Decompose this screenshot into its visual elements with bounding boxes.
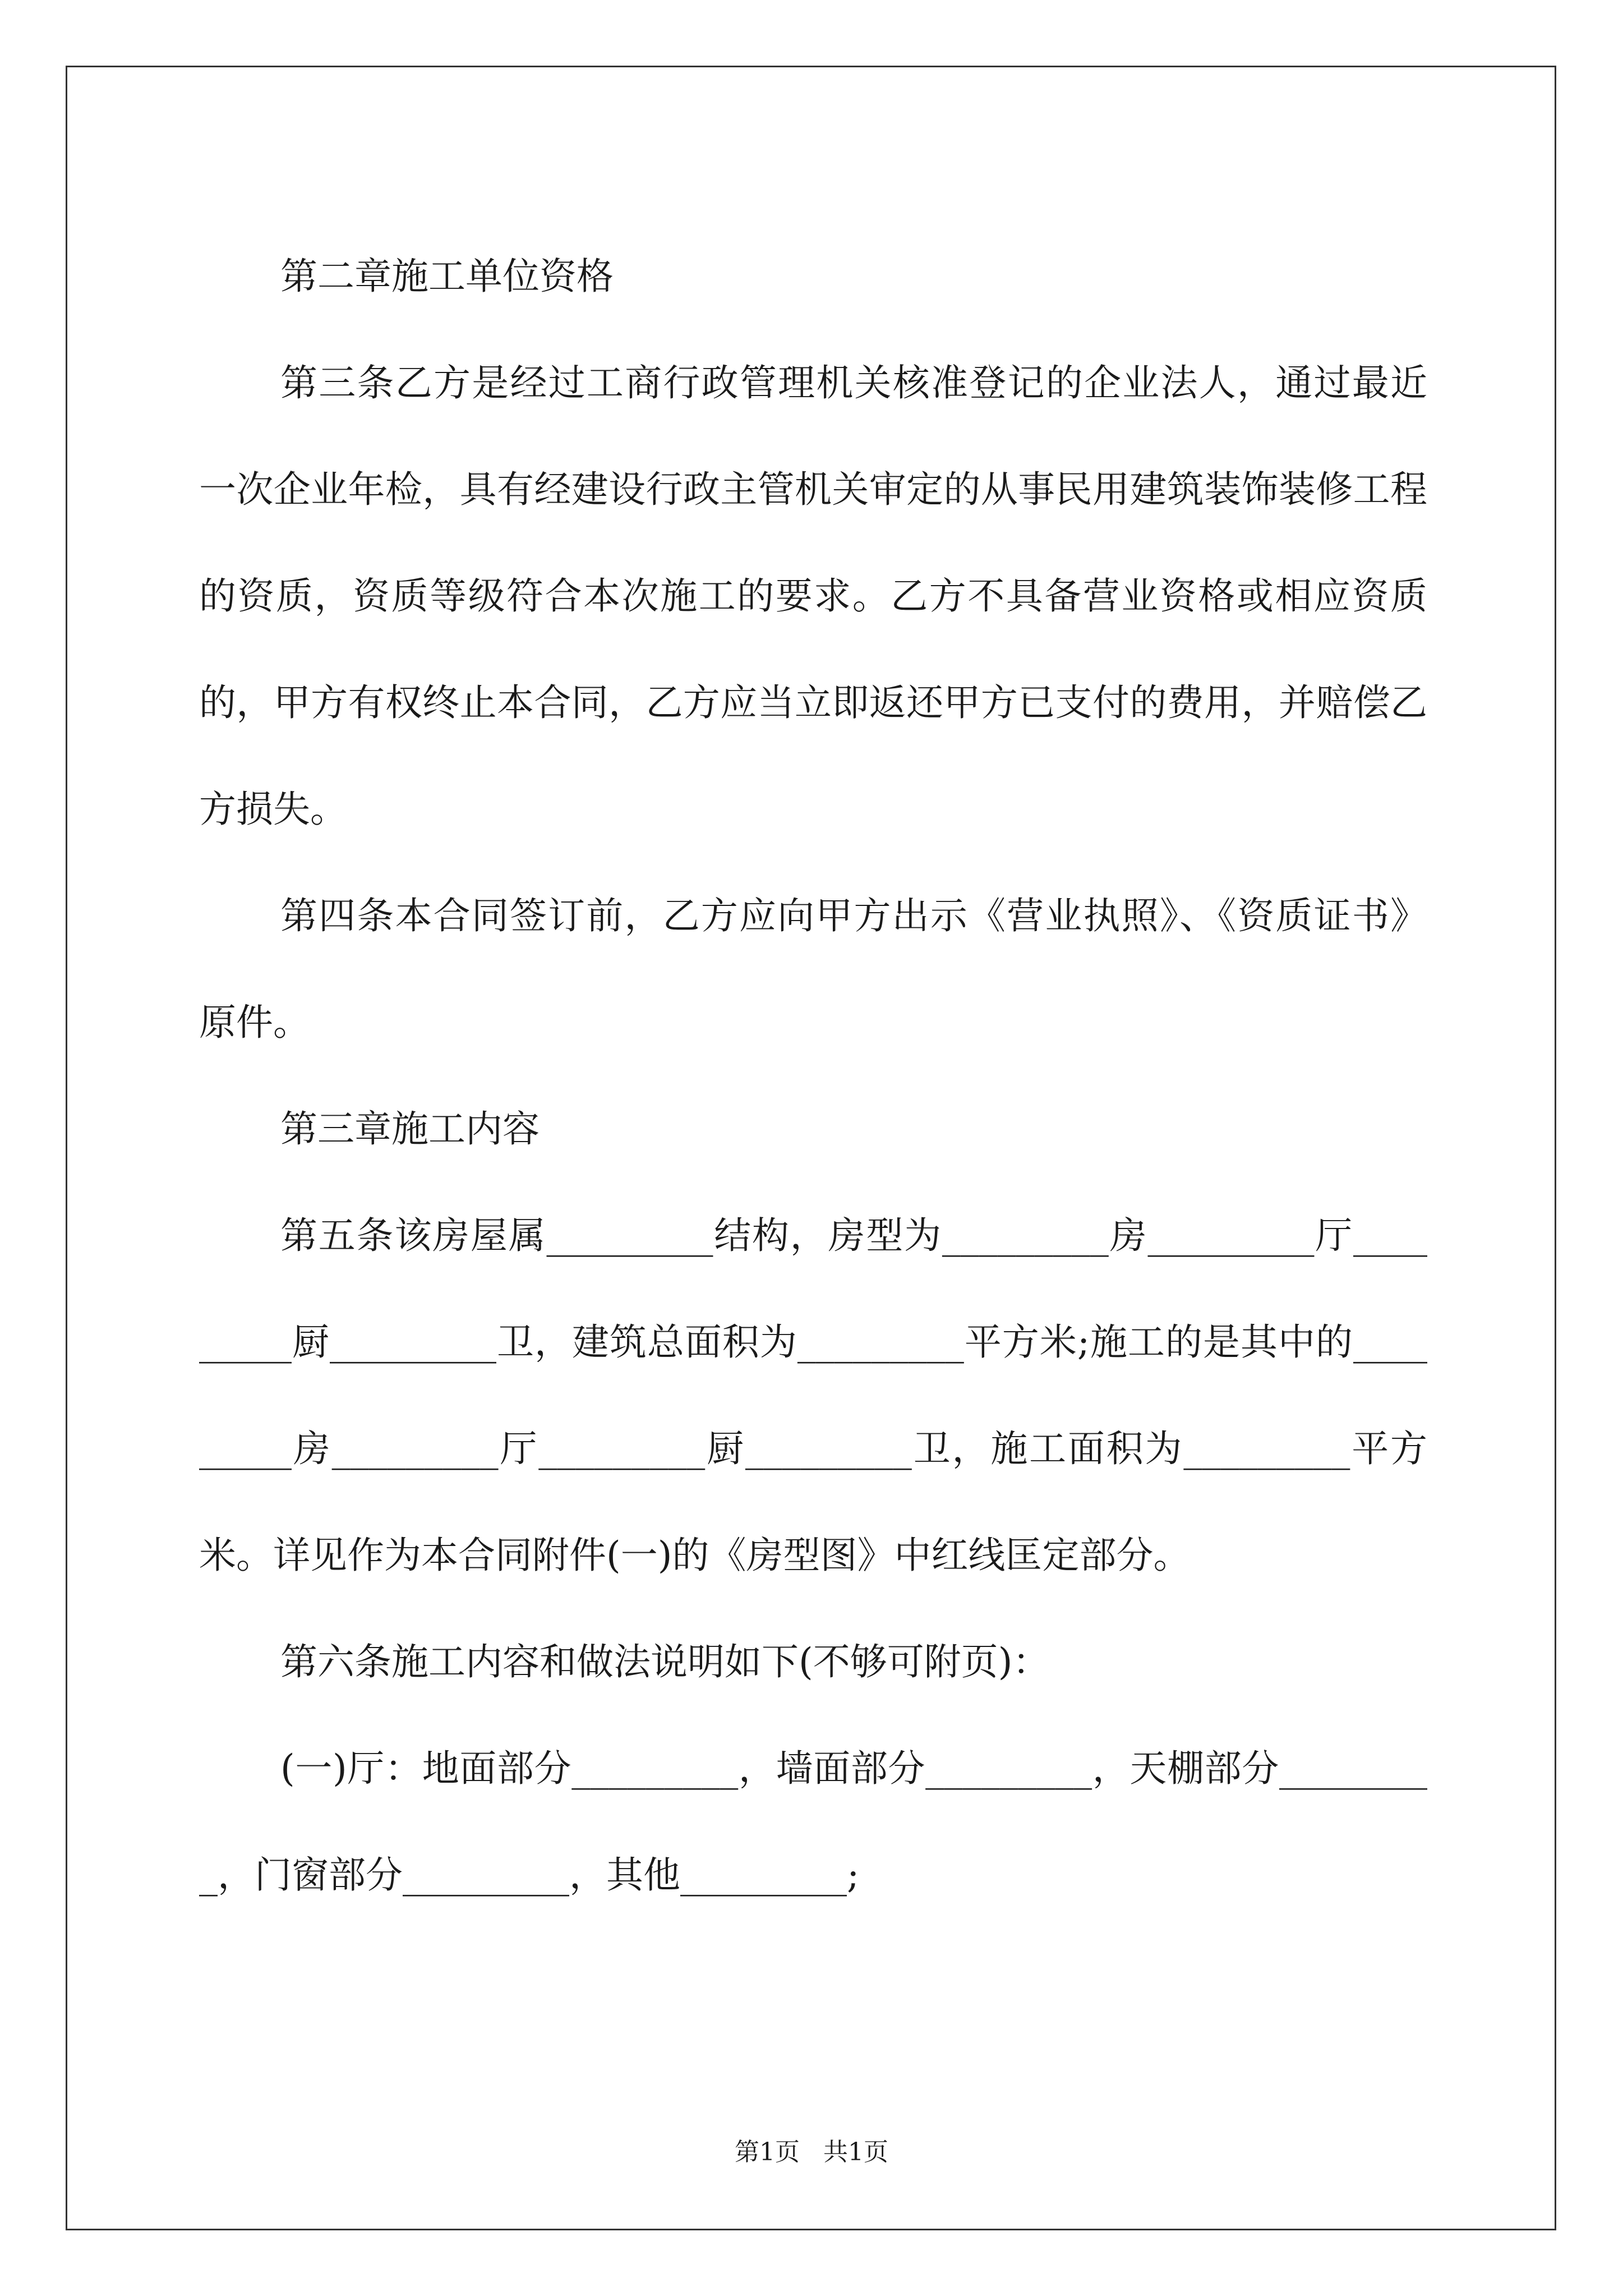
article-4: 第四条本合同签订前，乙方应向甲方出示《营业执照》、《资质证书》原件。 xyxy=(199,894,1427,1044)
chapter-heading-2: 第二章施工单位资格 xyxy=(280,255,614,298)
article-6: 第六条施工内容和做法说明如下(不够可附页)： xyxy=(280,1640,1050,1683)
page-footer xyxy=(0,2132,1623,2168)
article-3: 第三条乙方是经过工商行政管理机关核准登记的企业法人，通过最近一次企业年检，具有经建设行政主管机关审定的从事民用建筑装饰装修工程的资质，资质等级符合本次施工的要求。乙方不具备营业资格或相应资质的，甲方有权终止本合同，乙方应当立即返还甲方已支付的费用，并赔偿乙方损失。 xyxy=(199,361,1427,831)
chapter-heading-3: 第三章施工内容 xyxy=(280,1107,540,1151)
page-total: 共1页 xyxy=(823,2138,888,2166)
article-6-item-1: (一)厅：地面部分_________，墙面部分_________，天棚部分_________，门窗部分_________，其他_________; xyxy=(199,1747,1427,1897)
page-number: 第1页 xyxy=(735,2138,800,2166)
article-5: 第五条该房屋属_________结构，房型为_________房_________厅_________厨_________卫，建筑总面积为_________平方米;施工的是其中的_________房_________厅_________厨_________卫，施工面积为_________平方米。详见作为本合同附件(一)的《房型图》中红线匡定部分。 xyxy=(199,1214,1427,1577)
document-body xyxy=(199,223,1427,1929)
